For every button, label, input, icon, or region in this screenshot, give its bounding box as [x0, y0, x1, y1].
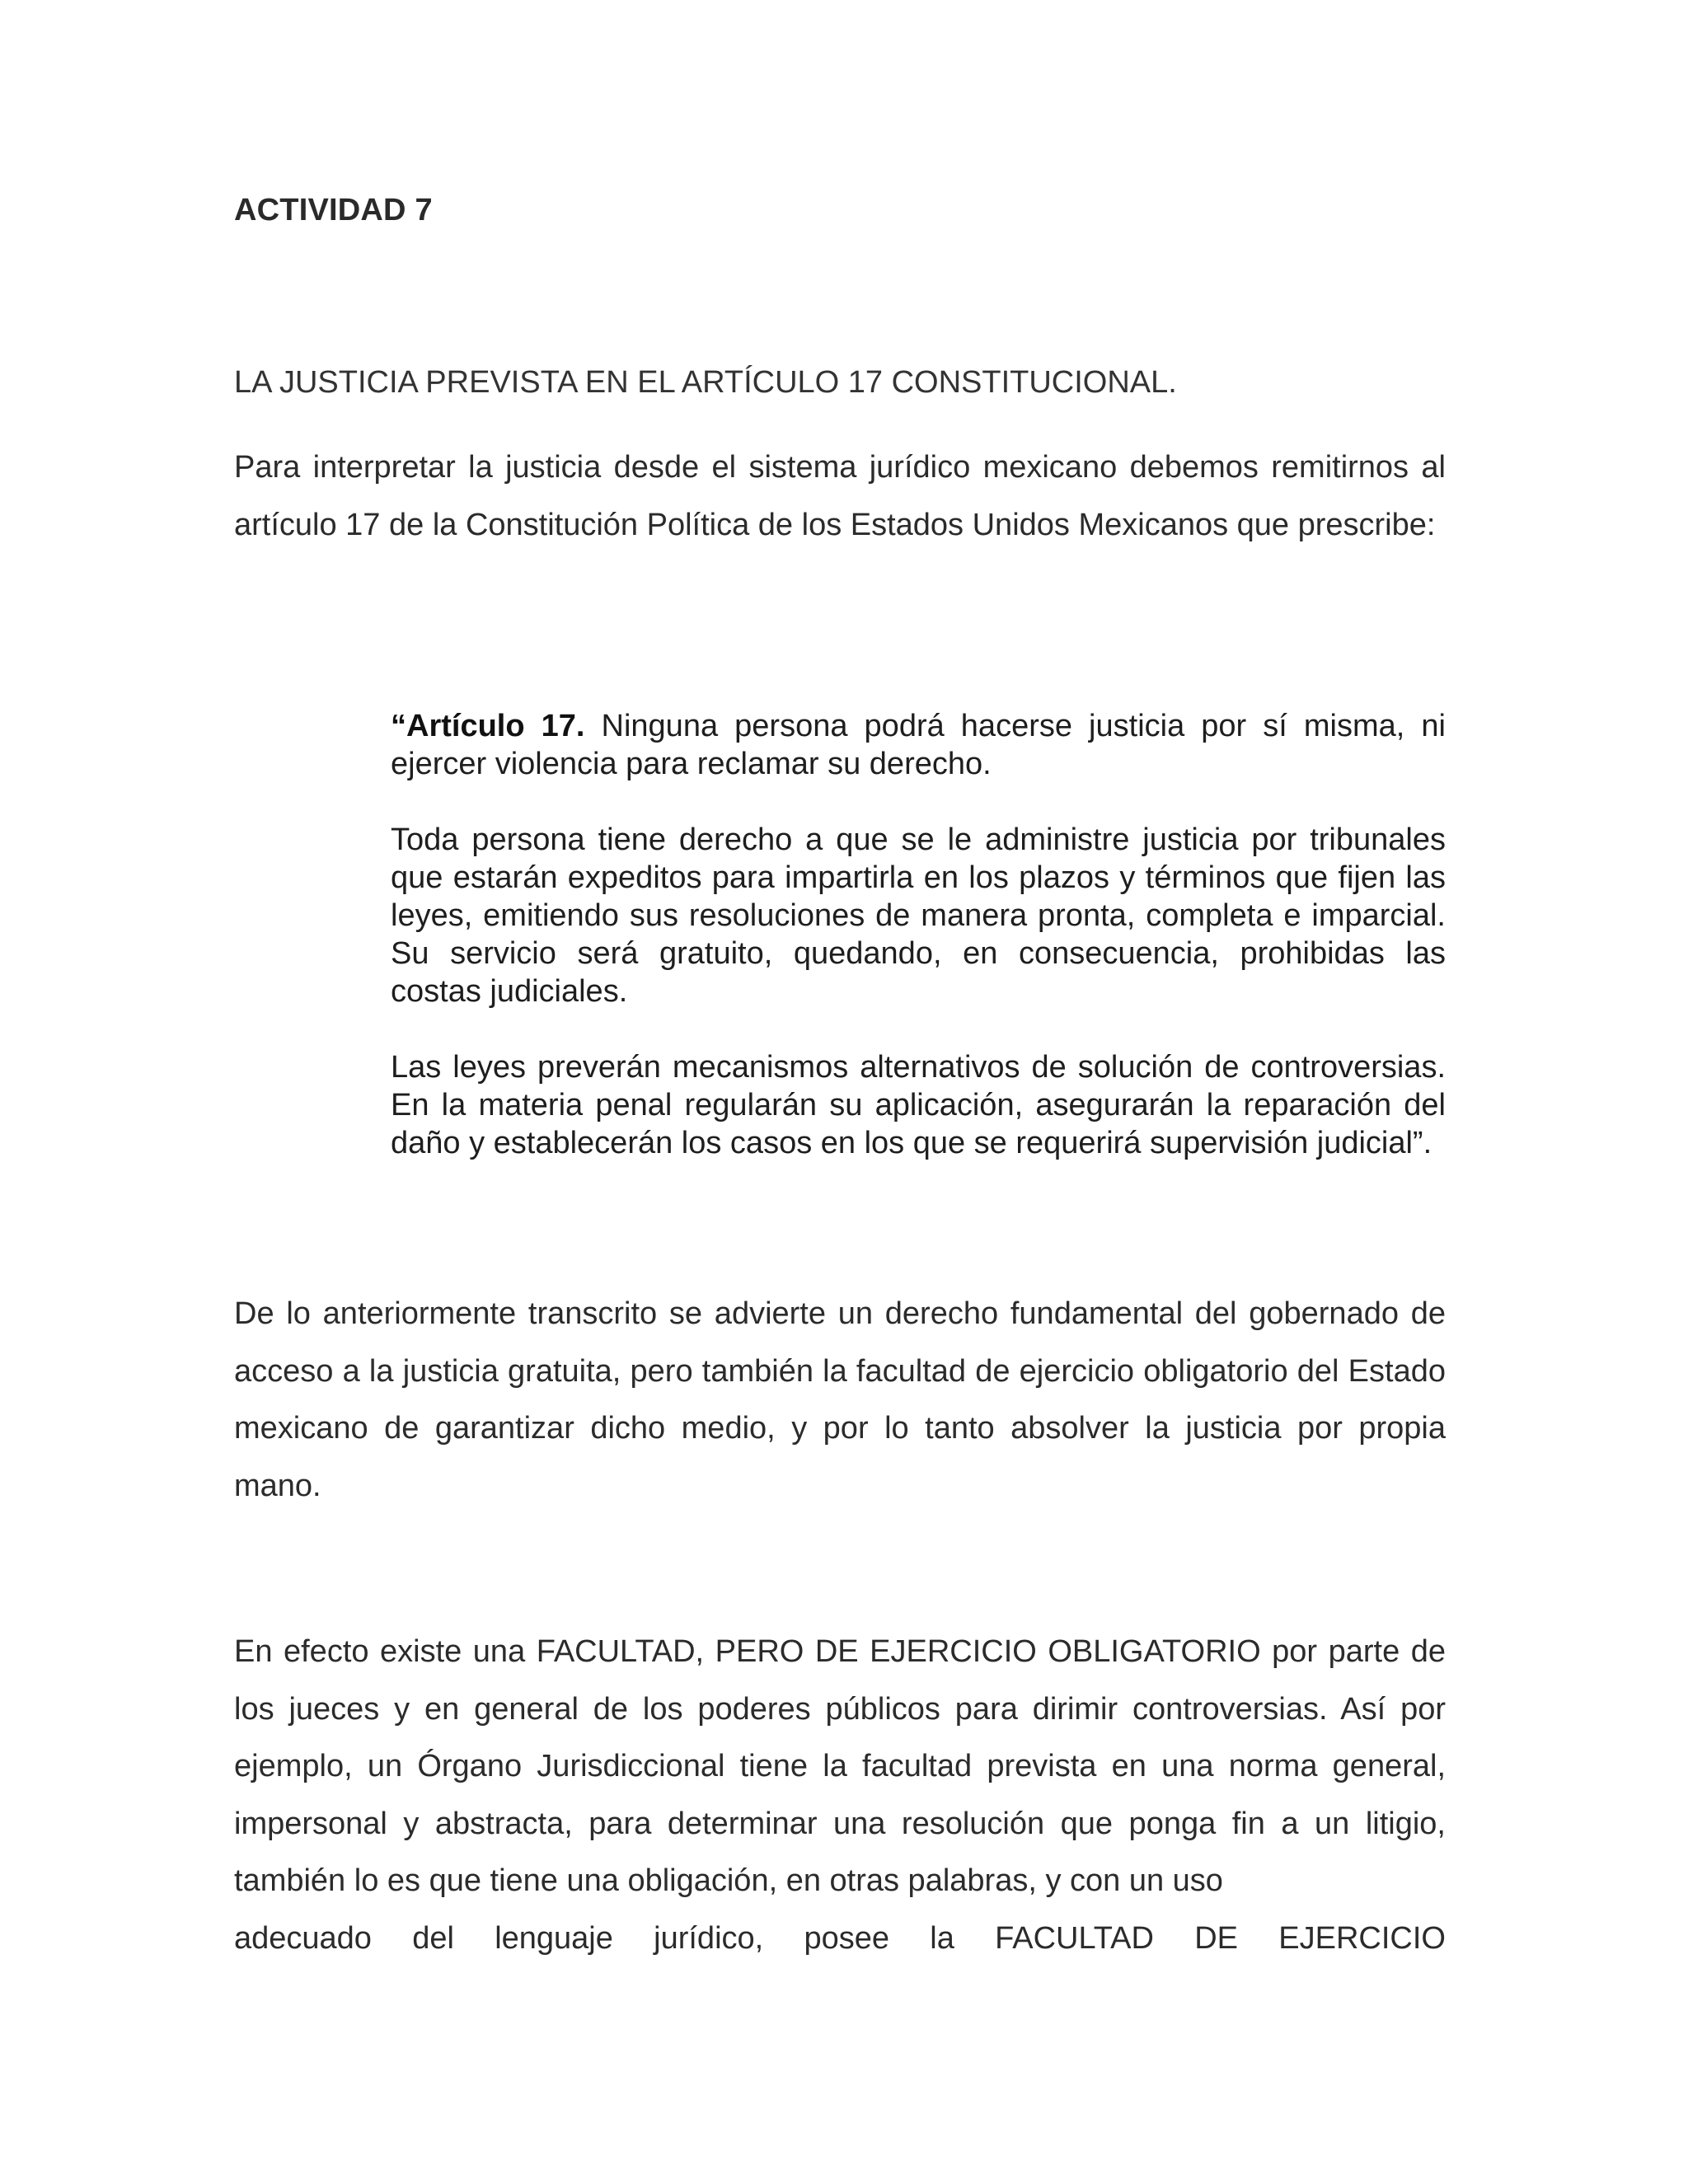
- last-line-word: adecuado: [234, 1920, 372, 1956]
- last-line-word: jurídico,: [654, 1920, 764, 1956]
- article-17-quote: [391, 707, 1446, 1200]
- last-line-word: la: [930, 1920, 954, 1956]
- document-title: ACTIVIDAD 7: [234, 193, 433, 227]
- article-label: “Artículo 17.: [391, 709, 585, 743]
- last-line-word: posee: [804, 1920, 890, 1956]
- document-subtitle: LA JUSTICIA PREVISTA EN EL ARTÍCULO 17 CONSTITUCIONAL.: [234, 365, 1177, 400]
- intro-paragraph: Para interpretar la justicia desde el sistema jurídico mexicano debemos remitirnos al artículo 17 de la Constitución Política de los Estados Unidos Mexicanos que prescribe:: [234, 450, 1446, 542]
- last-line-word: EJERCICIO: [1278, 1920, 1446, 1956]
- quote-paragraph-1: [391, 707, 1446, 783]
- quote-paragraph-2: Toda persona tiene derecho a que se le administre justicia por tribunales que estarán expeditos para impartirla en los plazos y términos que fijen las leyes, emitiendo sus resoluciones de manera pronta, completa e imparcial. Su servicio será gratuito, quedando, en consecuencia, prohibidas las costas judiciales.: [391, 823, 1446, 1009]
- last-line-word: del: [412, 1920, 454, 1956]
- quote-paragraph-1-text: Ninguna persona podrá hacerse justicia por sí misma, ni ejercer violencia para reclamar su derecho.: [391, 709, 1446, 781]
- paragraph-efecto-last-line: [234, 1910, 1446, 1968]
- last-line-word: FACULTAD: [995, 1920, 1154, 1956]
- paragraph-efecto: [234, 1624, 1446, 1967]
- quote-paragraph-3: Las leyes preverán mecanismos alternativos de solución de controversias. En la materia penal regularán su aplicación, asegurarán la reparación del daño y establecerán los casos en los que se requerirá supervisión judicial”.: [391, 1050, 1446, 1160]
- last-line-word: lenguaje: [495, 1920, 613, 1956]
- last-line-word: DE: [1194, 1920, 1239, 1956]
- paragraph-efecto-text: En efecto existe una FACULTAD, PERO DE EJERCICIO OBLIGATORIO por parte de los jueces y en general de los poderes públicos para dirimir controversias. Así por ejemplo, un Órgano Jurisdiccional tiene la facultad prevista en una norma general, impersonal y abstracta, para determinar una resolución que ponga fin a un litigio, también lo es que tiene una obligación, en otras palabras, y con un uso: [234, 1634, 1446, 1898]
- paragraph-after-quote: De lo anteriormente transcrito se advierte un derecho fundamental del gobernado de acceso a la justicia gratuita, pero también la facultad de ejercicio obligatorio del Estado mexicano de garantizar dicho medio, y por lo tanto absolver la justicia por propia mano.: [234, 1296, 1446, 1503]
